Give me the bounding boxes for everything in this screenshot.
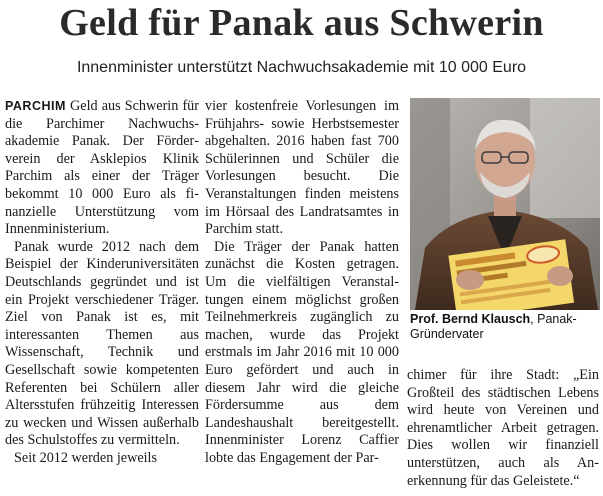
paragraph-funding: Die Träger der Panak hatten zunächst die Kosten getragen. Um die vielfältigen Veranstaltungen einem möglichst großen Teilnehmerkreis zugänglich zu machen, wurde das Projekt erstmals im Jahr 2016 mit 10 000 Euro gefördert und auch in diesem Jahr wird die gleiche Fördersumme aus dem Landeshaushalt bereitgestellt. Innenminister Lorenz Caffier lobte das Engagement der Par-: [205, 238, 399, 466]
portrait-photo: [410, 98, 600, 310]
column-3: [407, 367, 599, 490]
column-1: [5, 98, 199, 467]
photo-illustration: [410, 98, 600, 310]
paragraph-lectures: vier kostenfreie Vorlesungen im Frühjahrs- sowie Herbstsemester abgehalten. 2016 haben fast 700 Schülerinnen und Schüler die Vorlesungen besucht. Die Veranstaltungen finden meistens im Hörsaal des Landratsamtes in Parchim statt.: [205, 98, 399, 238]
intro-text: Geld aus Schwerin für die Parchimer Nachwuchsakademie Panak. Der Förderverein der Asklepios Klinik Parchim als einer der Träger bekommt 10 000 Euro als finanzielle Unterstützung vom Innenministerium.: [5, 98, 199, 238]
column-2: [205, 98, 399, 467]
subheadline: Innenminister unterstützt Nachwuchsakademie mit 10 000 Euro: [76, 59, 527, 76]
paragraph-intro: [5, 98, 199, 239]
headline: Geld für Panak aus Schwerin: [59, 2, 544, 44]
photo-caption: [410, 312, 600, 342]
caption-role: , Panak-Gründervater: [410, 312, 577, 341]
paragraph-since-2012: Seit 2012 werden jeweils: [14, 449, 158, 466]
dateline: PARCHIM: [5, 99, 66, 113]
caption-name: Prof. Bernd Klausch: [410, 312, 531, 326]
paragraph-quote: chimer für ihre Stadt: „Ein Großteil des städtischen Lebens wird heute von Vereinen und ehrenamtlicher Arbeit getragen. Dies wollen wir finanziell unterstützen, auch als Anerkennung für das Geleistete.“: [407, 367, 599, 489]
paragraph-panak-history: Panak wurde 2012 nach dem Beispiel der Kinderuniversitäten Deutschlands gegründet und ist ein Projekt verschiedener Träger. Ziel von Panak ist es, mit interessanten Themen aus Wissenschaft, Technik und Gesellschaft sowie kompetenten Referenten bei Schülern aller Altersstufen frühzeitig Interessen zu wecken und Wissen außerhalb des Schulstoffes zu vermitteln.: [5, 238, 199, 449]
